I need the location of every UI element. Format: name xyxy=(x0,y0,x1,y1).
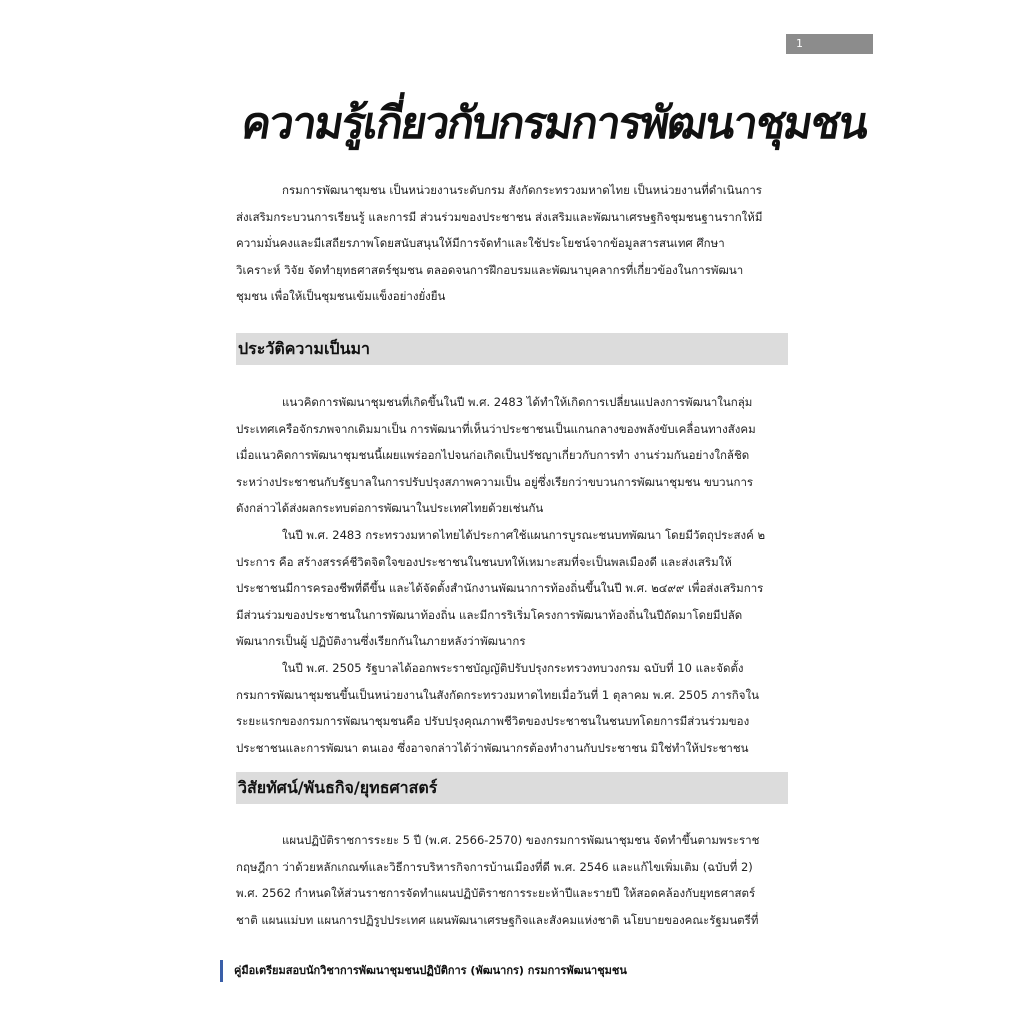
running-footer: คู่มือเตรียมสอบนักวิชาการพัฒนาชุมชนปฏิบัติการ (พัฒนากร) กรมการพัฒนาชุมชน xyxy=(234,964,627,977)
intro-line: ส่งเสริมกระบวนการเรียนรู้ และการมี ส่วนร่วมของประชาชน ส่งเสริมและพัฒนาเศรษฐกิจชุมชนฐานรากให้มี xyxy=(236,209,763,224)
history-line: ระยะแรกของกรมการพัฒนาชุมชนคือ ปรับปรุงคุณภาพชีวิตของประชาชนในชนบทโดยการมีส่วนร่วมของ xyxy=(236,714,750,729)
section-heading-history: ประวัติความเป็นมา xyxy=(238,339,371,358)
vision-line: ชาติ แผนแม่บท แผนการปฏิรูปประเทศ แผนพัฒนาเศรษฐกิจและสังคมแห่งชาติ นโยบายของคณะรัฐมนตรีที่ xyxy=(236,912,759,927)
history-line: ประชาชนมีการครองชีพที่ดีขึ้น และได้จัดตั้งสำนักงานพัฒนาการท้องถิ่นขึ้นในปี พ.ศ. ๒๔๙๙ เพื่อส่งเสริมการ xyxy=(236,581,764,596)
history-line: พัฒนากรเป็นผู้ ปฏิบัติงานซึ่งเรียกกันในภายหลังว่าพัฒนากร xyxy=(236,634,526,649)
history-line: เมื่อแนวคิดการพัฒนาชุมชนนี้เผยแพร่ออกไปจนก่อเกิดเป็นปรัชญาเกี่ยวกับการทำ งานร่วมกันอย่างใกล้ชิด xyxy=(236,448,750,463)
section-heading-band-vision xyxy=(236,772,788,804)
history-line: กรมการพัฒนาชุมชนขึ้นเป็นหน่วยงานในสังกัดกระทรวงมหาดไทยเมื่อวันที่ 1 ตุลาคม พ.ศ. 2505 ภารกิจใน xyxy=(236,687,759,702)
history-line: ประชาชนและการพัฒนา ตนเอง ซึ่งอาจกล่าวได้ว่าพัฒนากรต้องทำงานกับประชาชน มิใช่ทำให้ประชาชน xyxy=(236,740,749,755)
intro-line: กรมการพัฒนาชุมชน เป็นหน่วยงานระดับกรม สังกัดกระทรวงมหาดไทย เป็นหน่วยงานที่ดำเนินการ xyxy=(282,183,762,197)
history-paragraph xyxy=(236,389,788,761)
vision-line: แผนปฏิบัติราชการระยะ 5 ปี (พ.ศ. 2566-2570) ของกรมการพัฒนาชุมชน จัดทำขึ้นตามพระราช xyxy=(282,833,760,847)
history-line: ในปี พ.ศ. 2505 รัฐบาลได้ออกพระราชบัญญัติปรับปรุงกระทรวงทบวงกรม ฉบับที่ 10 และจัดตั้ง xyxy=(282,660,744,675)
section-heading-vision: วิสัยทัศน์/พันธกิจ/ยุทธศาสตร์ xyxy=(238,778,438,797)
footer-accent-bar xyxy=(220,960,223,982)
history-line: ระหว่างประชาชนกับรัฐบาลในการปรับปรุงสภาพความเป็น อยู่ซึ่งเรียกว่าขบวนการพัฒนาชุมชน ขบวนการ xyxy=(236,474,754,489)
document-title: ความรู้เกี่ยวกับกรมการพัฒนาชุมชน xyxy=(238,98,871,149)
history-line: มีส่วนร่วมของประชาชนในการพัฒนาท้องถิ่น และมีการริเริ่มโครงการพัฒนาท้องถิ่นในปีถัดมาโดยมีปลัด xyxy=(236,607,743,622)
section-heading-band-history xyxy=(236,333,788,365)
vision-line: พ.ศ. 2562 กำหนดให้ส่วนราชการจัดทำแผนปฏิบัติราชการระยะห้าปีและรายปี ให้สอดคล้องกับยุทธศาสตร์ xyxy=(236,886,756,901)
intro-line: ความมั่นคงและมีเสถียรภาพโดยสนับสนุนให้มีการจัดทำและใช้ประโยชน์จากข้อมูลสารสนเทศ ศึกษา xyxy=(236,236,725,251)
intro-line: วิเคราะห์ วิจัย จัดทำยุทธศาสตร์ชุมชน ตลอดจนการฝึกอบรมและพัฒนาบุคลากรที่เกี่ยวข้องในการพัฒนา xyxy=(236,262,744,277)
history-line: ประการ คือ สร้างสรรค์ชีวิตจิตใจของประชาชนในชนบทให้เหมาะสมที่จะเป็นพลเมืองดี และส่งเสริมให้ xyxy=(236,554,732,569)
history-line: แนวคิดการพัฒนาชุมชนที่เกิดขึ้นในปี พ.ศ. 2483 ได้ทำให้เกิดการเปลี่ยนแปลงการพัฒนาในกลุ่ม xyxy=(282,395,753,409)
intro-line: ชุมชน เพื่อให้เป็นชุมชนเข้มแข็งอย่างยั่งยืน xyxy=(236,289,446,304)
history-line: ประเทศเครือจักรภพจากเดิมมาเป็น การพัฒนาที่เห็นว่าประชาชนเป็นแกนกลางของพลังขับเคลื่อนทางสังคม xyxy=(236,421,756,436)
vision-paragraph xyxy=(236,827,788,933)
intro-paragraph xyxy=(236,177,788,310)
vision-line: กฤษฎีกา ว่าด้วยหลักเกณฑ์และวิธีการบริหารกิจการบ้านเมืองที่ดี พ.ศ. 2546 และแก้ไขเพิ่มเติม (ฉบับที่ 2) xyxy=(236,859,753,874)
page-number: 1 xyxy=(786,34,873,54)
history-line: ในปี พ.ศ. 2483 กระทรวงมหาดไทยได้ประกาศใช้แผนการบูรณะชนบทพัฒนา โดยมีวัตถุประสงค์ ๒ xyxy=(282,527,766,542)
history-line: ดังกล่าวได้ส่งผลกระทบต่อการพัฒนาในประเทศไทยด้วยเช่นกัน xyxy=(236,501,544,516)
